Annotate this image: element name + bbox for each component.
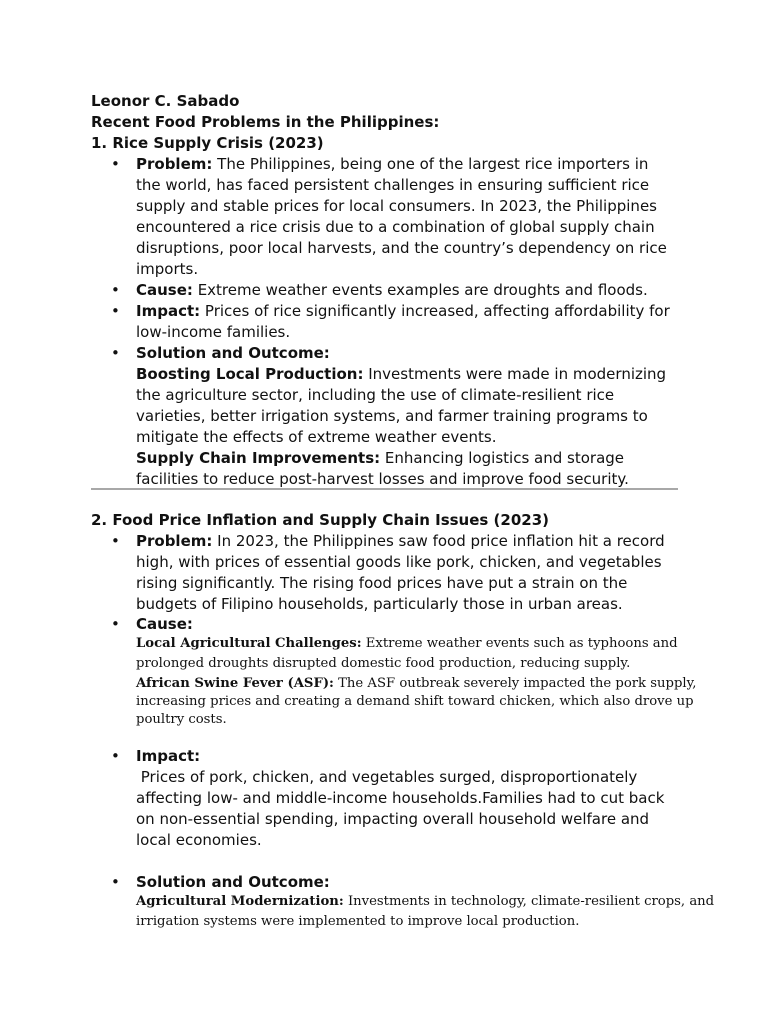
- s2-asf-text: poultry costs.: [136, 712, 227, 727]
- s2-local-text: prolonged droughts disrupted domestic food production, reducing supply.: [136, 656, 631, 671]
- s2-asf-text: increasing prices and creating a demand shift toward chicken, which also drove up: [136, 694, 694, 709]
- s1-problem-label: Problem:: [136, 155, 213, 173]
- s1-problem-text: imports.: [136, 260, 199, 278]
- bullet-marker: •: [111, 532, 120, 550]
- author-name: Leonor C. Sabado: [91, 92, 240, 110]
- s1-problem-line: [136, 154, 648, 175]
- s2-problem-text: rising significantly. The rising food prices have put a strain on the: [136, 574, 628, 592]
- bullet-marker: •: [111, 615, 120, 633]
- s2-problem-text: In 2023, the Philippines saw food price inflation hit a record: [212, 532, 665, 550]
- s1-supply-text: Enhancing logistics and storage: [380, 449, 625, 467]
- s2-impact-text: local economies.: [136, 831, 262, 849]
- s1-problem-text: the world, has faced persistent challenges in ensuring sufficient rice: [136, 176, 650, 194]
- s1-boost-label: Boosting Local Production:: [136, 365, 364, 383]
- s1-cause-line: [136, 280, 648, 301]
- s1-impact-label: Impact:: [136, 302, 201, 320]
- s2-agri-text: Investments in technology, climate-resilient crops, and: [343, 894, 715, 909]
- horizontal-divider: [91, 488, 678, 490]
- s1-problem-text: The Philippines, being one of the largest rice importers in: [212, 155, 649, 173]
- s2-local-line: [136, 635, 678, 653]
- s2-asf-line: [136, 675, 697, 693]
- bullet-marker: •: [111, 873, 120, 891]
- s1-cause-label: Cause:: [136, 281, 193, 299]
- s1-boost-text: Investments were made in modernizing: [363, 365, 667, 383]
- s2-agri-text: irrigation systems were implemented to improve local production.: [136, 914, 580, 929]
- s2-asf-label: African Swine Fever (ASF):: [136, 676, 334, 691]
- s2-solution-label: Solution and Outcome:: [136, 873, 330, 891]
- s1-problem-text: disruptions, poor local harvests, and the country’s dependency on rice: [136, 239, 667, 257]
- section1-heading: 1. Rice Supply Crisis (2023): [91, 134, 324, 152]
- s2-problem-text: high, with prices of essential goods like pork, chicken, and vegetables: [136, 553, 662, 571]
- s1-supply-text: facilities to reduce post-harvest losses and improve food security.: [136, 470, 629, 488]
- s1-impact-text: low-income families.: [136, 323, 291, 341]
- s2-impact-text: Prices of pork, chicken, and vegetables surged, disproportionately: [136, 768, 638, 786]
- s1-impact-line: [136, 301, 670, 322]
- s1-boost-text: mitigate the effects of extreme weather events.: [136, 428, 497, 446]
- s1-solution-label: Solution and Outcome:: [136, 344, 330, 362]
- s1-impact-text: Prices of rice significantly increased, affecting affordability for: [200, 302, 670, 320]
- s2-cause-label: Cause:: [136, 615, 193, 633]
- s2-agri-line: [136, 893, 714, 911]
- s2-asf-text: The ASF outbreak severely impacted the pork supply,: [333, 676, 697, 691]
- s2-problem-label: Problem:: [136, 532, 213, 550]
- section2-heading: 2. Food Price Inflation and Supply Chain Issues (2023): [91, 511, 550, 529]
- s2-agri-label: Agricultural Modernization:: [136, 894, 344, 909]
- bullet-marker: •: [111, 155, 120, 173]
- s1-supply-label: Supply Chain Improvements:: [136, 449, 381, 467]
- s2-impact-text: on non-essential spending, impacting overall household welfare and: [136, 810, 650, 828]
- bullet-marker: •: [111, 344, 120, 362]
- s2-impact-text: affecting low- and middle-income households.Families had to cut back: [136, 789, 665, 807]
- s1-problem-text: supply and stable prices for local consumers. In 2023, the Philippines: [136, 197, 657, 215]
- document-title: Recent Food Problems in the Philippines:: [91, 113, 440, 131]
- s1-problem-text: encountered a rice crisis due to a combination of global supply chain: [136, 218, 655, 236]
- s1-boost-text: varieties, better irrigation systems, and farmer training programs to: [136, 407, 648, 425]
- bullet-marker: •: [111, 302, 120, 320]
- s1-cause-text: Extreme weather events examples are droughts and floods.: [192, 281, 648, 299]
- s2-problem-line: [136, 531, 665, 552]
- s2-impact-label: Impact:: [136, 747, 201, 765]
- s2-local-label: Local Agricultural Challenges:: [136, 636, 362, 651]
- bullet-marker: •: [111, 747, 120, 765]
- s1-supply-line: [136, 448, 624, 469]
- s2-problem-text: budgets of Filipino households, particularly those in urban areas.: [136, 595, 623, 613]
- s1-boost-line: [136, 364, 666, 385]
- s1-boost-text: the agriculture sector, including the use of climate-resilient rice: [136, 386, 615, 404]
- bullet-marker: •: [111, 281, 120, 299]
- s2-local-text: Extreme weather events such as typhoons and: [361, 636, 678, 651]
